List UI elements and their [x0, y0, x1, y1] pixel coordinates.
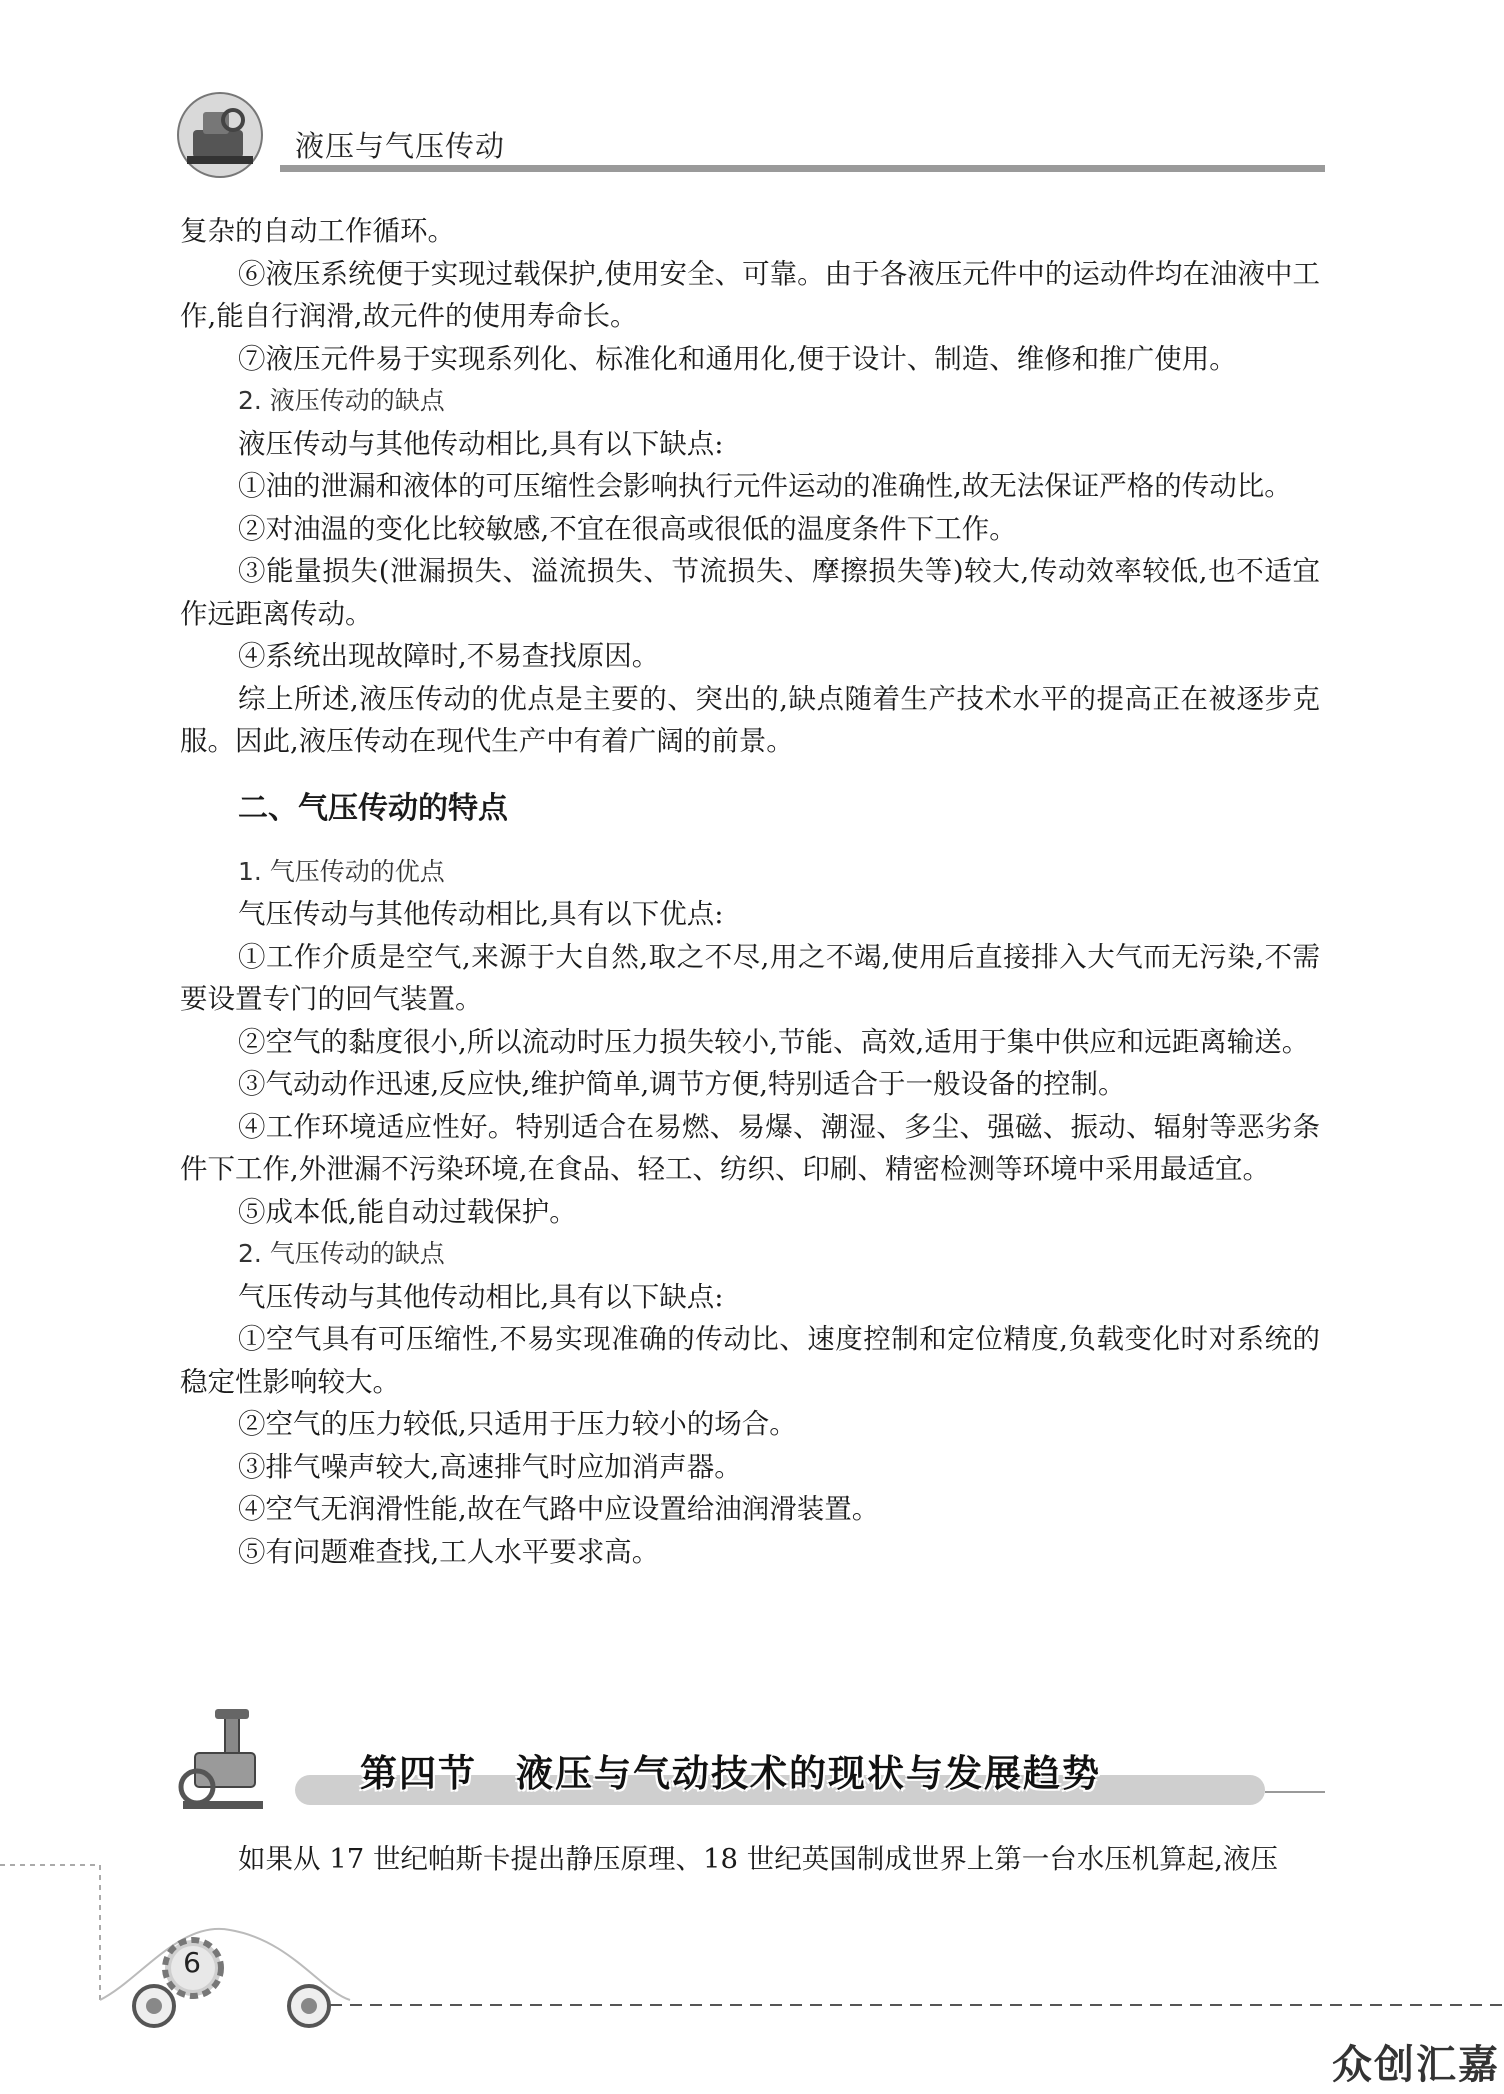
subsection-title: 2. 气压传动的缺点	[238, 1239, 445, 1268]
list-item: ①工作介质是空气,来源于大自然,取之不尽,用之不竭,使用后直接排入大气而无污染,不需要设置专门的回气装置。	[180, 940, 1320, 1015]
list-item: ②空气的黏度很小,所以流动时压力损失较小,节能、高效,适用于集中供应和远距离输送。	[238, 1025, 1310, 1058]
paragraph: ⑥液压系统便于实现过载保护,使用安全、可靠。由于各液压元件中的运动件均在油液中工作,能自行润滑,故元件的使用寿命长。	[180, 257, 1320, 332]
list-item: ②对油温的变化比较敏感,不宜在很高或很低的温度条件下工作。	[238, 512, 1017, 545]
list-item: ①油的泄漏和液体的可压缩性会影响执行元件运动的准确性,故无法保证严格的传动比。	[238, 470, 1292, 502]
paragraph: ⑦液压元件易于实现系列化、标准化和通用化,便于设计、制造、维修和推广使用。	[238, 342, 1237, 375]
list-item: ③能量损失(泄漏损失、溢流损失、节流损失、摩擦损失等)较大,传动效率较低,也不适宜作远距离传动。	[180, 555, 1320, 630]
list-item: ④工作环境适应性好。特别适合在易燃、易爆、潮湿、多尘、强磁、振动、辐射等恶劣条件下工作,外泄漏不污染环境,在食品、轻工、纺织、印刷、精密检测等环境中采用最适宜。	[180, 1110, 1320, 1185]
machine-logo-icon	[175, 90, 265, 180]
paragraph: 综上所述,液压传动的优点是主要的、突出的,缺点随着生产技术水平的提高正在被逐步克服。因此,液压传动在现代生产中有着广阔的前景。	[180, 682, 1320, 757]
list-item: ⑤成本低,能自动过载保护。	[238, 1195, 577, 1228]
page-footer	[0, 1860, 1504, 2094]
paragraph: 气压传动与其他传动相比,具有以下缺点:	[238, 1280, 724, 1313]
section-title: 第四节 液压与气动技术的现状与发展趋势	[360, 1752, 1101, 1795]
list-item: ③气动动作迅速,反应快,维护简单,调节方便,特别适合于一般设备的控制。	[238, 1068, 1126, 1100]
book-title: 液压与气压传动	[295, 129, 506, 163]
section-banner	[175, 1705, 1325, 1815]
list-item: ①空气具有可压缩性,不易实现准确的传动比、速度控制和定位精度,负载变化时对系统的稳定性影响较大。	[180, 1323, 1320, 1398]
subsection-title: 2. 液压传动的缺点	[238, 386, 445, 415]
paragraph: 气压传动与其他传动相比,具有以下优点:	[238, 898, 724, 930]
list-item: ④系统出现故障时,不易查找原因。	[238, 640, 660, 672]
paragraph: 液压传动与其他传动相比,具有以下缺点:	[238, 427, 724, 460]
page-header	[175, 80, 1325, 180]
subsection-title: 1. 气压传动的优点	[238, 856, 445, 886]
section-heading: 二、气压传动的特点	[238, 790, 508, 826]
watermark: 众创汇嘉	[1332, 2042, 1500, 2088]
header-rule	[280, 165, 1325, 172]
paragraph: 复杂的自动工作循环。	[180, 215, 455, 247]
list-item: ②空气的压力较低,只适用于压力较小的场合。	[238, 1408, 797, 1440]
section-rule	[1265, 1791, 1325, 1793]
list-item: ④空气无润滑性能,故在气路中应设置给油润滑装置。	[238, 1493, 880, 1525]
wheel-left-icon	[128, 1980, 180, 2032]
wheel-right-icon	[283, 1980, 335, 2032]
hydraulic-machine-icon	[175, 1705, 270, 1815]
page-content	[180, 210, 1320, 1573]
list-item: ③排气噪声较大,高速排气时应加消声器。	[238, 1450, 742, 1483]
page-number: 6	[183, 1946, 201, 1979]
list-item: ⑤有问题难查找,工人水平要求高。	[238, 1535, 660, 1568]
paragraph: 如果从 17 世纪帕斯卡提出静压原理、18 世纪英国制成世界上第一台水压机算起,液压	[238, 1843, 1278, 1875]
